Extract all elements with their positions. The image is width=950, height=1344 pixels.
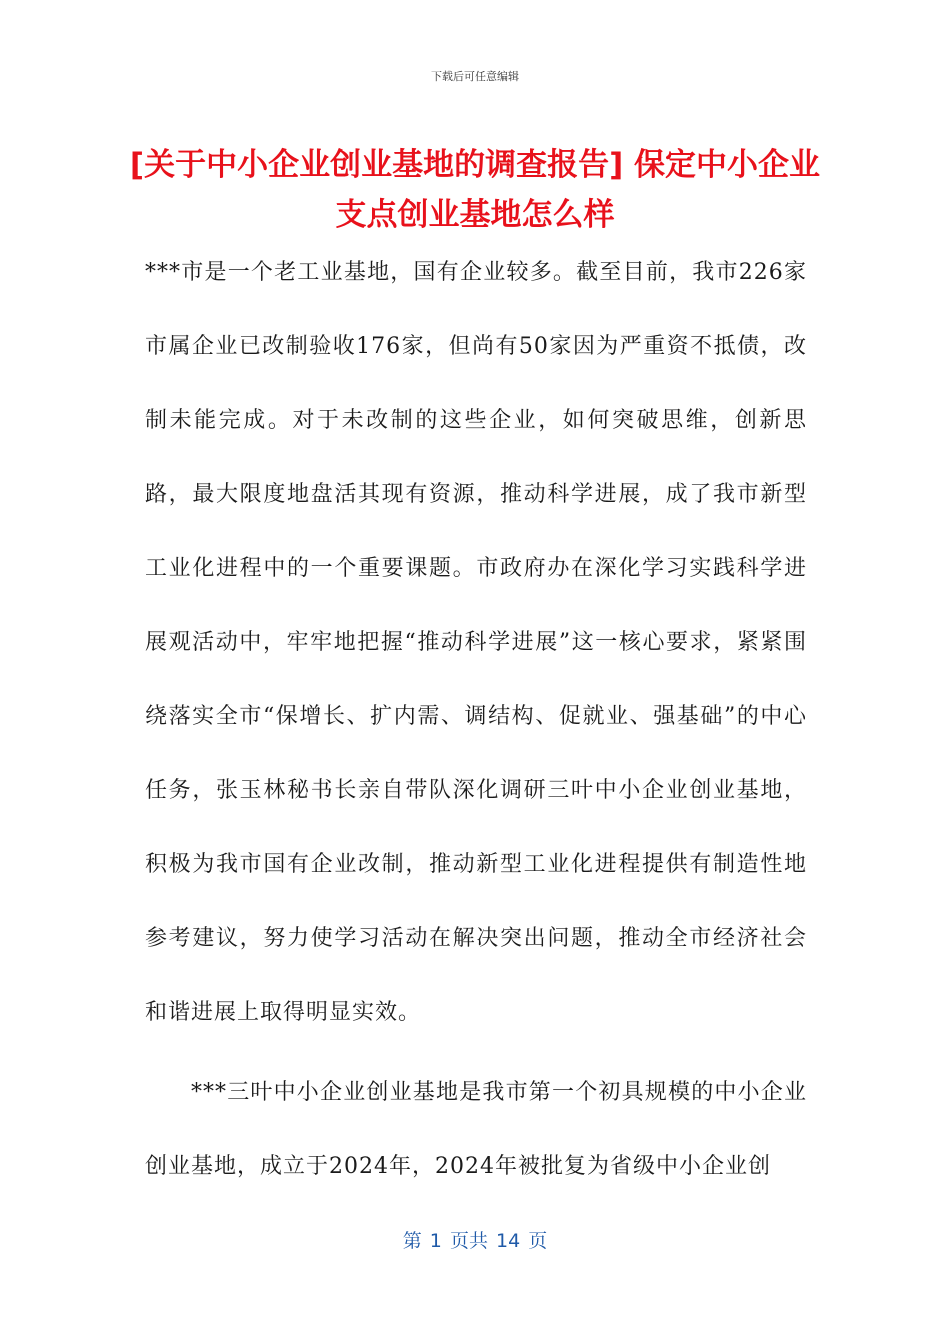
page-number: 1 bbox=[429, 1230, 442, 1252]
paragraph-1: ***市是一个老工业基地，国有企业较多。截至目前，我市226家市属企业已改制验收176家，但尚有50家因为严重资不抵债，改制未能完成。对于未改制的这些企业，如何突破思维，创新思路，最大限度地盘活其现有资源，推动科学进展，成了我市新型工业化进程中的一个重要课题。市政府办在深化学习实践科学进展观活动中，牢牢地把握“推动科学进展”这一核心要求，紧紧围绕落实全市“保增长、扩内需、调结构、促就业、强基础”的中心任务，张玉林秘书长亲自带队深化调研三叶中小企业创业基地，积极为我市国有企业改制，推动新型工业化进程提供有制造性地参考建议，努力使学习活动在解决突出问题，推动全市经济社会和谐进展上取得明显实效。 bbox=[145, 260, 807, 1025]
header-note: 下载后可任意编辑 bbox=[431, 70, 519, 83]
paragraph-2: ***三叶中小企业创业基地是我市第一个初具规模的中小企业创业基地，成立于2024年，2024年被批复为省级中小企业创 bbox=[145, 1080, 807, 1179]
page-suffix: 页 bbox=[528, 1230, 548, 1252]
document-title: [关于中小企业创业基地的调查报告] 保定中小企业支点创业基地怎么样 bbox=[129, 147, 821, 233]
total-pages: 14 bbox=[496, 1230, 521, 1252]
document-body bbox=[145, 236, 807, 1204]
page-middle: 页共 bbox=[449, 1230, 488, 1252]
page-footer bbox=[0, 1226, 950, 1253]
page-prefix: 第 bbox=[402, 1230, 422, 1252]
